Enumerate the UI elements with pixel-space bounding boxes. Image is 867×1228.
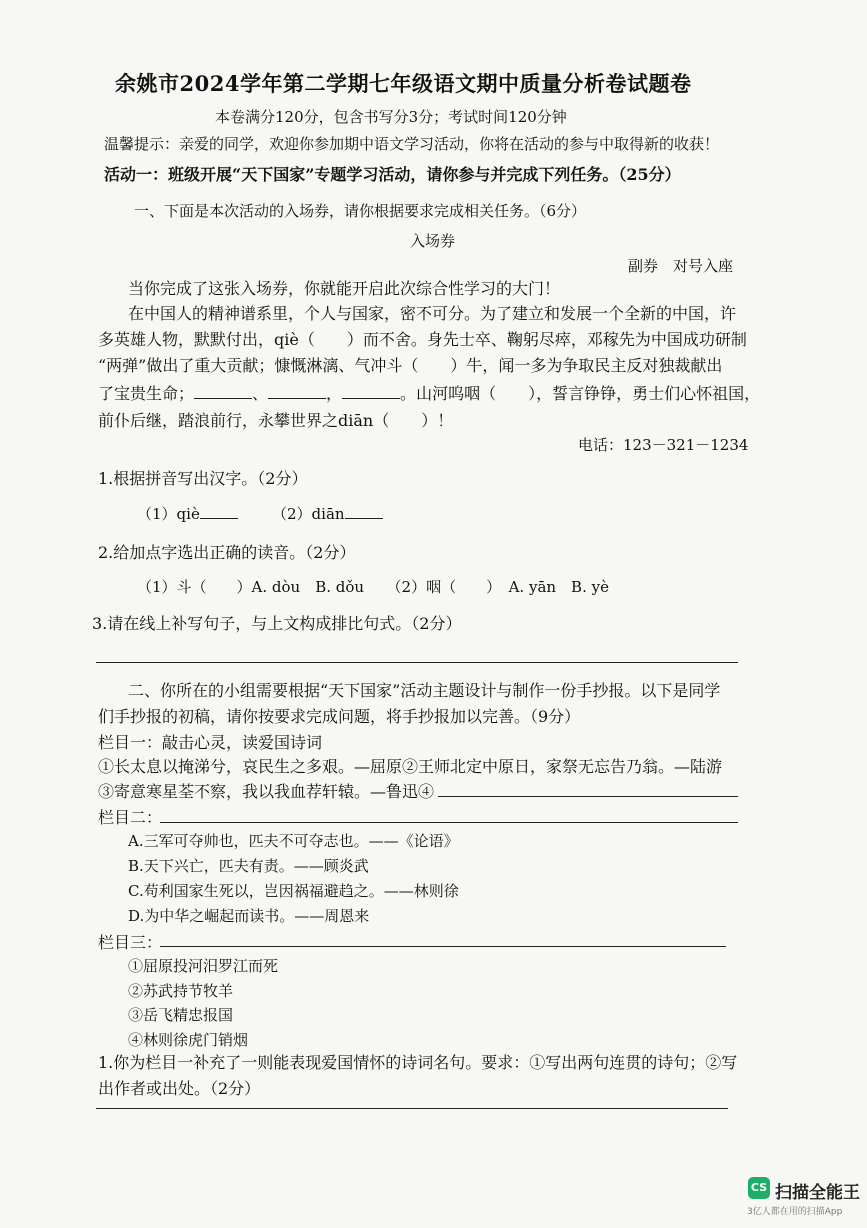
answer-blank[interactable] [342,384,400,399]
ticket-text-line: “两弹”做出了重大贡献；慷慨淋漓、气冲斗（ ）牛，闻一多为争取民主反对独裁献出 [98,356,723,375]
answer-line[interactable] [96,1108,728,1109]
column-two-label: 栏目二： [98,808,163,827]
answer-blank[interactable] [200,504,238,519]
answer-line[interactable] [438,796,738,797]
story-item: ④林则徐虎门销烟 [128,1031,249,1049]
activity-one-heading: 活动一：班级开展“天下国家”专题学习活动，请你参与并完成下列任务。（25分） [104,165,681,184]
pinyin-label: （1）qiè [137,505,200,523]
warm-tip: 温馨提示：亲爱的同学，欢迎你参加期中语文学习活动，你将在活动的参与中取得新的收获！ [104,135,720,153]
page-title: 余姚市2024学年第二学期七年级语文期中质量分析卷试题卷 [115,71,692,96]
pinyin-item-1 [137,503,238,524]
ticket-title: 入场券 [410,232,456,250]
pinyin-item-2 [272,503,383,524]
ticket-intro: 当你完成了这张入场券，你就能开启此次综合性学习的大门！ [128,279,561,298]
ticket-text-line: 多英雄人物，默默付出，qiè（ ）而不舍。身先士卒、鞠躬尽瘁，邓稼先为中国成功研制 [98,330,747,349]
separator: 。 [400,384,417,403]
answer-blank[interactable] [194,384,252,399]
section-one-heading: 一、下面是本次活动的入场券，请你根据要求完成相关任务。（6分） [134,202,587,220]
column-three-label: 栏目三： [98,933,163,952]
answer-line[interactable] [160,946,726,947]
quote-item: C.苟利国家生死以，岂因祸福避趋之。——林则徐 [128,882,459,900]
question-2-1-cont: 出作者或出处。（2分） [98,1079,261,1098]
ticket-text: 了宝贵生命； [98,384,195,403]
ticket-text: 山河呜咽（ ），誓言铮铮，勇士们心怀祖国， [416,384,761,403]
poem-line: ①长太息以掩涕兮，哀民生之多艰。—屈原②王师北定中原日，家祭无忘告乃翁。—陆游 [98,757,723,776]
story-item: ②苏武持节牧羊 [128,982,234,1000]
answer-blank[interactable] [268,384,326,399]
story-item: ①屈原投河汨罗江而死 [128,957,279,975]
ticket-stub-label: 副券 对号入座 [628,257,734,275]
ticket-phone: 电话：123－321－1234 [578,436,749,454]
exam-info: 本卷满分120分，包含书写分3分；考试时间120分钟 [215,108,567,126]
pronunciation-options: （1）斗（ ）A. dòu B. dǒu （2）咽（ ） A. yān B. yè [137,578,609,596]
poem-line: ③寄意寒星荃不察，我以我血荐轩辕。—鲁迅④ [98,782,435,801]
separator: 、 [252,384,269,403]
scanner-app-name: 扫描全能王 [775,1183,860,1203]
question-1-2: 2.给加点字选出正确的读音。（2分） [98,543,356,562]
ticket-text-line: 前仆后继，踏浪前行，永攀世界之diān（ ）！ [98,411,454,430]
question-2-1: 1.你为栏目一补充了一则能表现爱国情怀的诗词名句。要求：①写出两句连贯的诗句；②写 [98,1053,738,1072]
scanner-tagline: 3亿人都在用的扫描App [747,1207,843,1217]
separator: ， [326,384,343,403]
ticket-text-line: 在中国人的精神谱系里，个人与国家，密不可分。为了建立和发展一个全新的中国，许 [128,304,737,323]
section-two-heading-cont: 们手抄报的初稿，请你按要求完成问题，将手抄报加以完善。（9分） [98,707,581,726]
question-1-3: 3.请在线上补写句子，与上文构成排比句式。（2分） [92,614,462,633]
question-1-1: 1.根据拼音写出汉字。（2分） [98,469,308,488]
ticket-text-line-with-blanks [98,381,760,404]
quote-item: A.三军可夺帅也，匹夫不可夺志也。——《论语》 [128,832,459,850]
answer-line[interactable] [160,822,738,823]
section-two-heading: 二、你所在的小组需要根据“天下国家”活动主题设计与制作一份手抄报。以下是同学 [128,681,721,700]
answer-blank[interactable] [345,504,383,519]
quote-item: B.天下兴亡，匹夫有责。——顾炎武 [128,857,369,875]
answer-line[interactable] [96,662,738,663]
column-one-title: 栏目一：敲击心灵，读爱国诗词 [98,733,323,752]
story-item: ③岳飞精忠报国 [128,1006,234,1024]
quote-item: D.为中华之崛起而读书。——周恩来 [128,907,370,925]
scanner-logo-icon: CS [748,1177,770,1199]
pinyin-label: （2）diān [272,505,345,523]
